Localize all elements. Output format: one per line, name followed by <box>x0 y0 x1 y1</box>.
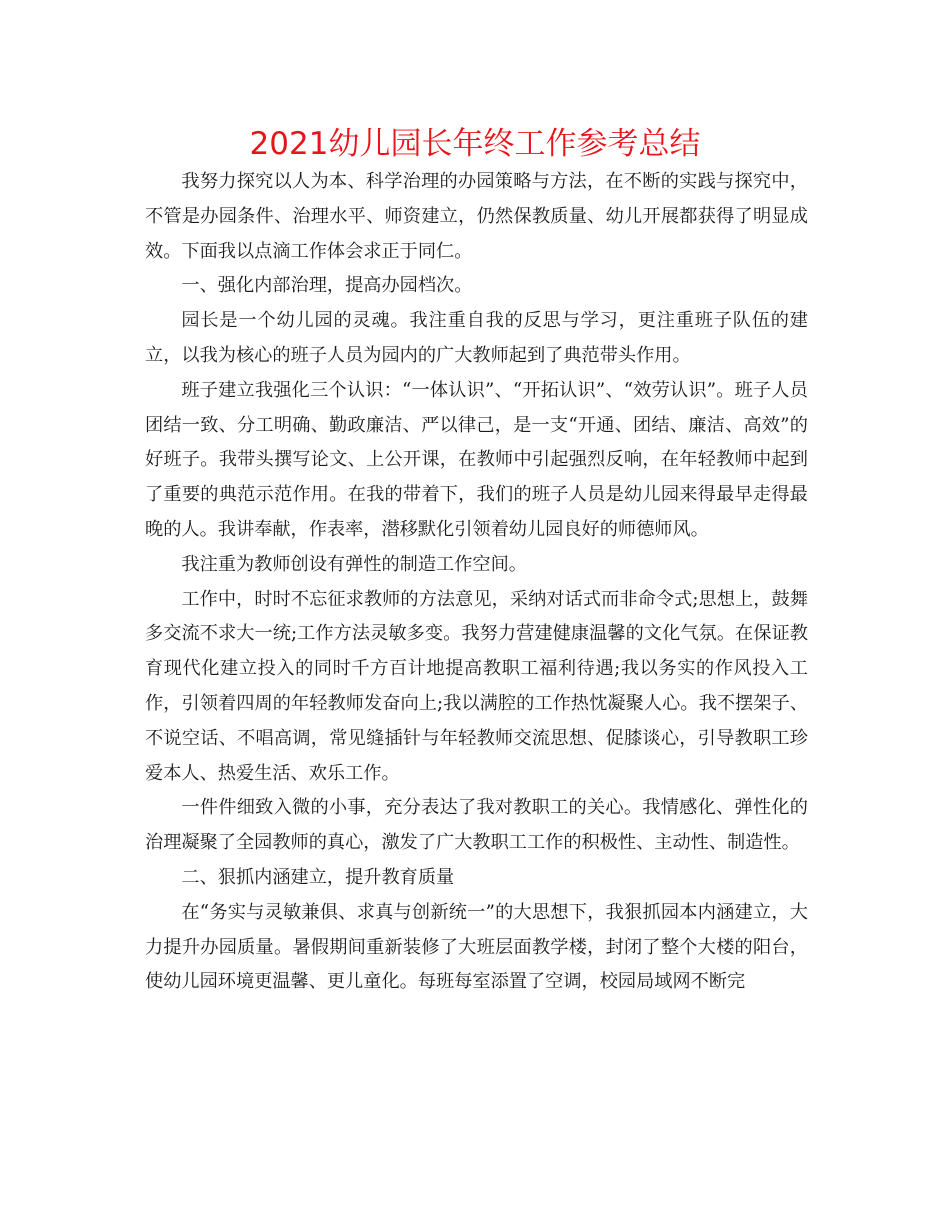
document-title: 2021幼儿园长年终工作参考总结 <box>249 126 701 162</box>
section-heading-2: 二、狠抓内涵建立，提升教育质量 <box>181 866 455 888</box>
paragraph: 我注重为教师创设有弹性的制造工作空间。 <box>181 553 527 575</box>
paragraph: 一件件细致入微的小事，充分表达了我对教职工的关心。我情感化、弹性化的治理凝聚了全园教师的真心，激发了广大教职工工作的积极性、主动性、制造性。 <box>145 797 808 854</box>
document-body <box>145 165 808 1000</box>
paragraph: 班子建立我强化三个认识：“一体认识”、“开拓认识”、“效劳认识”。班子人员团结一致、分工明确、勤政廉洁、严以律己，是一支“开通、团结、廉洁、高效”的好班子。我带头撰写论文、上公开课，在教师中引起强烈反响，在年轻教师中起到了重要的典范示范作用。在我的带着下，我们的班子人员是幼儿园来得最早走得最晚的人。我讲奉献，作表率，潜移默化引领着幼儿园良好的师德师风。 <box>145 379 808 540</box>
section-heading-1: 一、强化内部治理，提高办园档次。 <box>181 275 473 297</box>
paragraph: 在“务实与灵敏兼俱、求真与创新统一”的大思想下，我狠抓园本内涵建立，大力提升办园质量。暑假期间重新装修了大班层面教学楼，封闭了整个大楼的阳台，使幼儿园环境更温馨、更儿童化。每班每室添置了空调，校园局域网不断完 <box>145 901 808 993</box>
paragraph-intro: 我努力探究以人为本、科学治理的办园策略与方法，在不断的实践与探究中，不管是办园条件、治理水平、师资建立，仍然保教质量、幼儿开展都获得了明显成效。下面我以点滴工作体会求正于同仁。 <box>145 171 808 262</box>
paragraph: 工作中，时时不忘征求教师的方法意见，采纳对话式而非命令式;思想上，鼓舞多交流不求大一统;工作方法灵敏多变。我努力营建健康温馨的文化气氛。在保证教育现代化建立投入的同时千方百计地提高教职工福利待遇;我以务实的作风投入工作，引领着四周的年轻教师发奋向上;我以满腔的工作热忱凝聚人心。我不摆架子、不说空话、不唱高调，常见缝插针与年轻教师交流思想、促膝谈心，引导教职工珍爱本人、热爱生活、欢乐工作。 <box>145 588 808 784</box>
paragraph: 园长是一个幼儿园的灵魂。我注重自我的反思与学习，更注重班子队伍的建立，以我为核心的班子人员为园内的广大教师起到了典范带头作用。 <box>145 310 808 366</box>
